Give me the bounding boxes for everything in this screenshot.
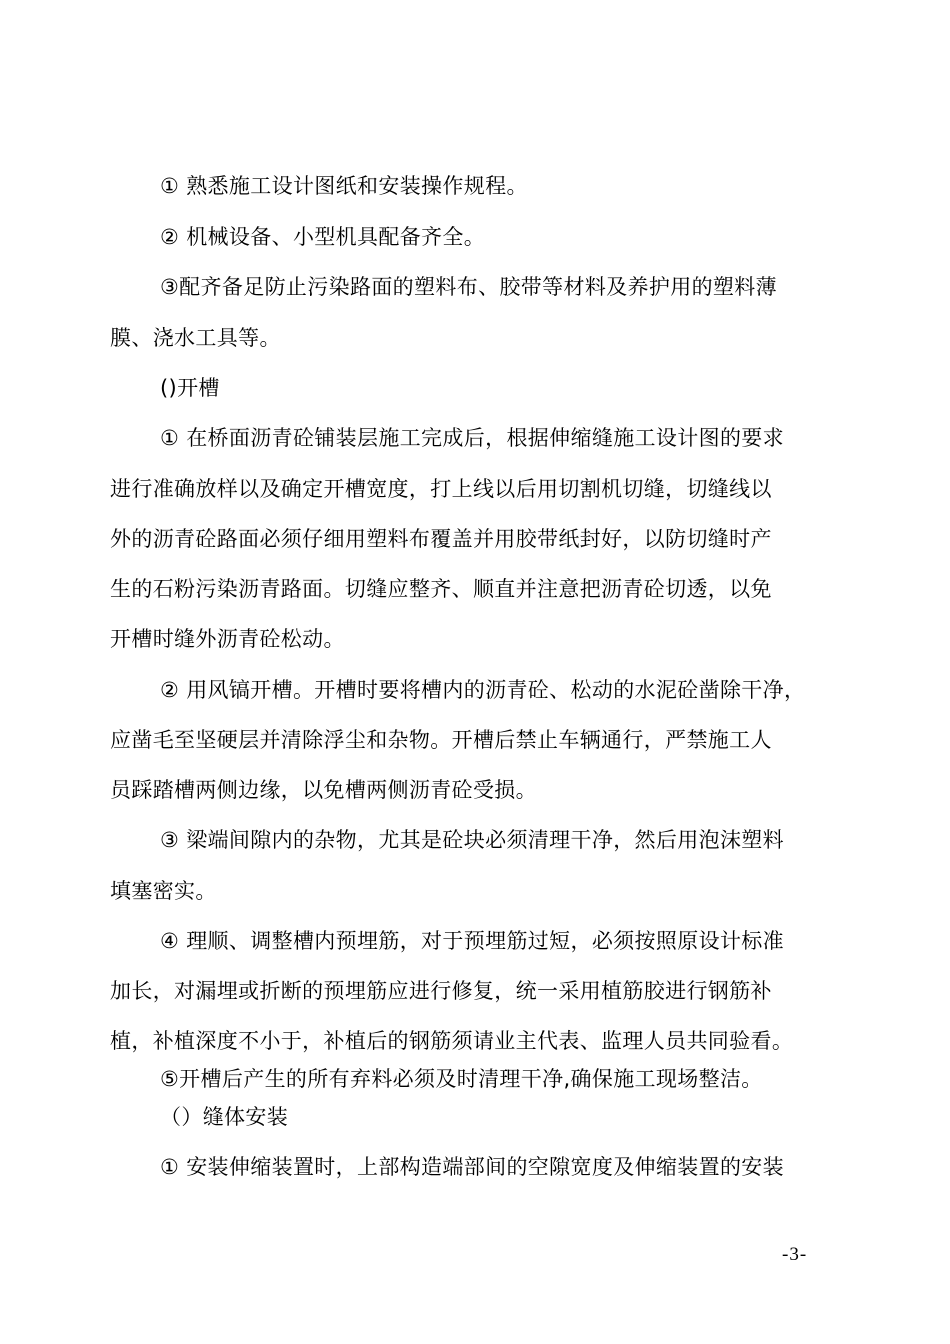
text-line: ③配齐备足防止污染路面的塑料布、胶带等材料及养护用的塑料薄 [160,275,777,299]
text-line: 膜、浇水工具等。 [110,326,281,350]
text-line: ② 用风镐开槽。开槽时要将槽内的沥青砼、松动的水泥砼凿除干净， [160,678,806,702]
text-line: 生的石粉污染沥青路面。切缝应整齐、顺直并注意把沥青砼切透，以免 [110,577,772,601]
text-line: 应凿毛至坚硬层并清除浮尘和杂物。开槽后禁止车辆通行，严禁施工人 [110,728,772,752]
text-line: 外的沥青砼路面必须仔细用塑料布覆盖并用胶带纸封好，以防切缝时产 [110,527,772,551]
text-line: ③ 梁端间隙内的杂物，尤其是砼块必须清理干净，然后用泡沫塑料 [160,828,784,852]
page-number: -3- [782,1244,808,1265]
text-line: ② 机械设备、小型机具配备齐全。 [160,225,486,249]
text-line: 加长，对漏埋或折断的预埋筋应进行修复，统一采用植筋胶进行钢筋补 [110,979,772,1003]
text-line: 植，补植深度不小于，补植后的钢筋须请业主代表、监理人员共同验看。 [110,1029,794,1053]
text-line: 开槽时缝外沥青砼松动。 [110,627,345,651]
text-line: ⑤开槽后产生的所有弃料必须及时清理干净,确保施工现场整洁。 [160,1067,763,1091]
text-line: ① 安装伸缩装置时，上部构造端部间的空隙宽度及伸缩装置的安装 [160,1155,784,1179]
text-line: ① 在桥面沥青砼铺装层施工完成后，根据伸缩缝施工设计图的要求 [160,426,784,450]
text-line: 员踩踏槽两侧边缘，以免槽两侧沥青砼受损。 [110,778,537,802]
text-line: ① 熟悉施工设计图纸和安装操作规程。 [160,174,528,198]
section-heading: （）缝体安装 [160,1105,289,1129]
text-line: 填塞密实。 [110,879,217,903]
section-heading: ()开槽 [160,376,220,400]
text-line: ④ 理顺、调整槽内预埋筋，对于预埋筋过短，必须按照原设计标准 [160,929,784,953]
text-line: 进行准确放样以及确定开槽宽度，打上线以后用切割机切缝，切缝线以 [110,477,772,501]
